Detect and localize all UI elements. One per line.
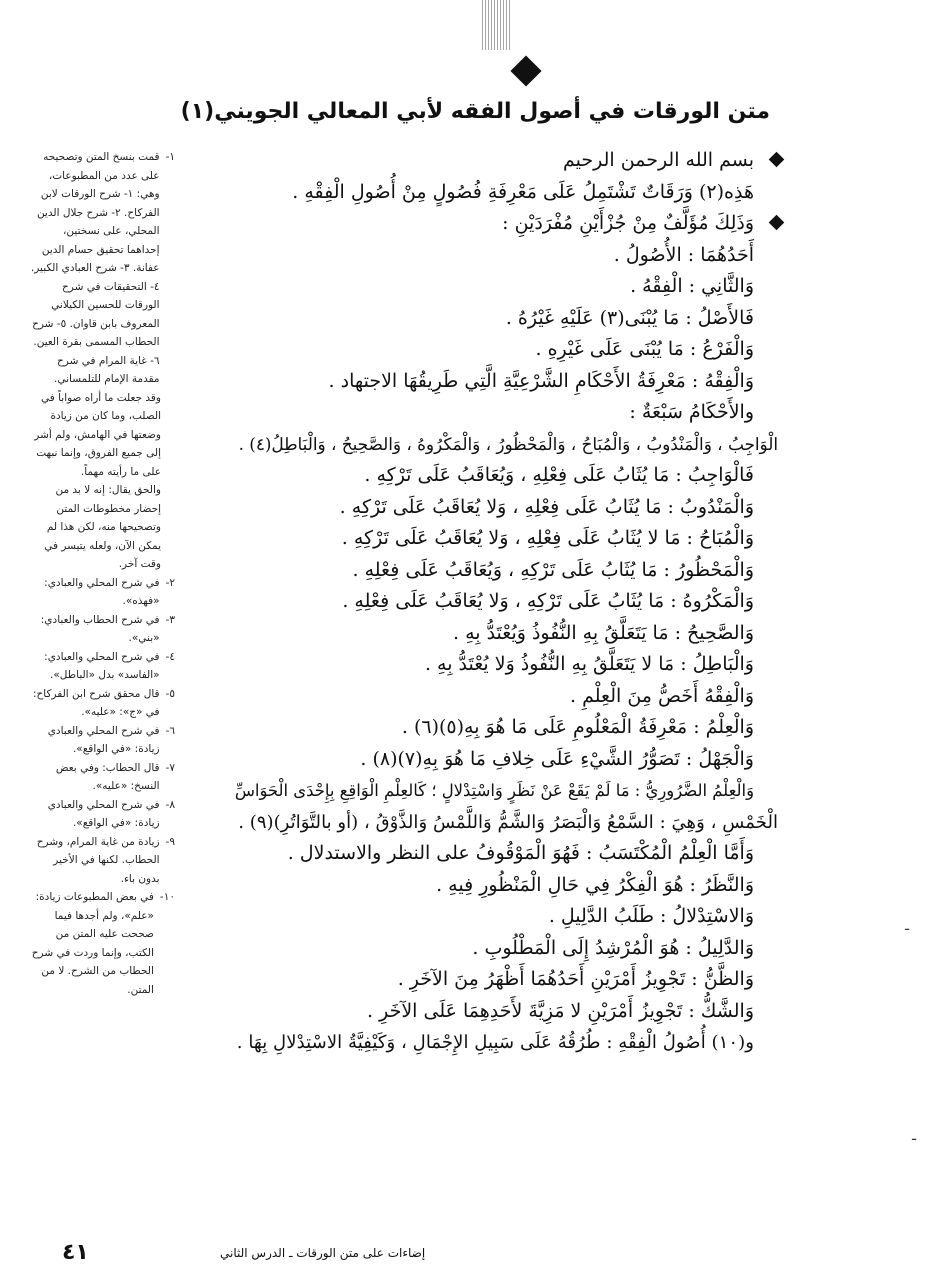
text-line: وَالصَّحِيحُ : مَا يَتَعَلَّقُ بِهِ النُّفُوذُ وَيُعْتَدُّ بِهِ . [452, 621, 754, 644]
footnote-text: زيادة من غاية المرام، وشرح الحطاب. لكنها في الأخير بدون باء. [36, 835, 160, 885]
footnote-text: في شرح المحلي والعبادي زيادة: «في الواقع». [47, 724, 160, 755]
footnote-number: ٣- [165, 613, 175, 626]
margin-mark: ـ [905, 918, 910, 934]
footnote [30, 759, 175, 796]
margin-mark: ـ [912, 1128, 917, 1144]
running-footer: إضاءات على متن الورقات ـ الدرس الثاني [220, 1246, 426, 1260]
footnote [30, 722, 175, 759]
footnote [30, 796, 175, 833]
footnote-text: في شرح المحلي والعبادي: «الفاسد» بدل «الباطل». [44, 650, 160, 681]
text-line: وَالْمَكْرُوهُ : مَا يُثَابُ عَلَى تَرْكِهِ ، وَلا يُعَاقَبُ عَلَى فِعْلِهِ . [342, 590, 754, 612]
text-line: وَذَلِكَ مُؤَلَّفٌ مِنْ جُزْأَيْنِ مُفْرَدَيْنِ : [238, 208, 778, 240]
text-line: الْخَمْسِ ، وَهِيَ : السَّمْعُ وَالْبَصَرُ وَالشَّمُّ وَاللَّمْسُ وَالذَّوْقُ ، (أو بالتَّوَاتُرِ)(٩) . [238, 811, 778, 833]
footnote [30, 574, 175, 611]
footnote-number: ٦- [165, 724, 175, 737]
footnote [30, 648, 175, 685]
footnote [30, 685, 175, 722]
text-line: وَالْبَاطِلُ : مَا لا يَتَعَلَّقُ بِهِ النُّفُوذُ وَلا يُعْتَدُّ بِهِ . [424, 653, 754, 675]
footnote [30, 611, 175, 648]
page-title: متن الورقات في أصول الفقه لأبي المعالي الجويني(١) [180, 99, 770, 124]
diamond-ornament [510, 55, 541, 86]
text-line: وَالْفَرْعُ : مَا يُبْنَى عَلَى غَيْرِهِ . [535, 338, 754, 360]
footnote-text: في شرح المحلي والعبادي زيادة: «في الواقع». [47, 798, 160, 829]
footnote [30, 888, 175, 999]
footnote-number: ٧- [165, 761, 175, 774]
footnote-text: قمت بنسخ المتن وتصحيحه على عدد من المطبوعات، وهي: ١- شرح الورقات لابن الفركاح. ٢- شرح جلال الدين المحلي، على نسختين، إحداهما تحقيق حسام الدين عفانة. ٣- شرح العبادي الكبير. ٤- التحقيقات في شرح الورقات للحسين الكيلاني المعروف بابن قاوان. ٥- شرح الحطاب المسمى بقرة العين. ٦- غاية المرام في شرح مقدمة الإمام للتلمساني. [30, 151, 160, 385]
footnote-text: في شرح المحلي والعبادي: «فهذه». [44, 576, 160, 607]
footnote [30, 148, 175, 389]
text-line: فَالْوَاجِبُ : مَا يُثَابُ عَلَى فِعْلِهِ ، وَيُعَاقَبُ عَلَى تَرْكِهِ . [364, 464, 754, 486]
footnote [30, 833, 175, 889]
footnote-number: ٤- [165, 650, 175, 663]
footnote [30, 481, 175, 574]
text-line: وَالْفِقْهُ أَخَصُّ مِنَ الْعِلْمِ . [570, 684, 754, 707]
text-line: و(١٠) أُصُولُ الْفِقْهِ : طُرُقُهُ عَلَى سَبِيلِ الإِجْمَالِ ، وَكَيْفِيَّةُ الاسْتِدْلالِ بِهَا . [236, 1032, 754, 1053]
main-text [234, 145, 778, 1059]
text-line: الْوَاجِبُ ، وَالْمَنْدُوبُ ، وَالْمُبَاحُ ، وَالْمَحْظُورُ ، وَالْمَكْرُوهُ ، وَالصَّحِيحُ ، وَالْبَاطِلُ(٤) . [238, 433, 778, 454]
binding-edge [482, 0, 512, 50]
text-line: وَالنَّظَرُ : هُوَ الْفِكْرُ فِي حَالِ الْمَنْظُورِ فِيهِ . [436, 873, 754, 896]
text-line: وَالْعِلْمُ : مَعْرِفَةُ الْمَعْلُومِ عَلَى مَا هُوَ بِهِ(٥)(٦) . [401, 716, 754, 738]
footnote-text: وقد جعلت ما أراه صواباً في الصلب، وما كان من زيادة وضعتها في الهامش، ولم أشر إلى جميع الفروق، وإنما نبهت على ما رأيته مهماً. [34, 391, 161, 478]
page-number: ٤١ [62, 1240, 89, 1265]
text-line: والأَحْكَامُ سَبْعَةٌ : [629, 401, 754, 423]
footnote-text: في بعض المطبوعات زيادة: «علم»، ولم أجدها فيما صححت عليه المتن من الكتب، وإنما وردت في شرح الحطاب من الشرح. لا من المتن. [31, 891, 154, 996]
text-line: أَحَدُهُمَا : الأُصُولُ . [613, 243, 754, 266]
footnote-number: ١- [165, 151, 175, 163]
footnote-text: قال الحطاب: وفي بعض النسخ: «عليه». [55, 761, 160, 792]
text-line: وَالْفِقْهُ : مَعْرِفَةُ الأَحْكَامِ الشَّرْعِيَّةِ الَّتِي طَرِيقُهَا الاجتهاد . [328, 369, 754, 392]
footnote-number: ٥- [165, 687, 175, 700]
text-line: وَالشَّكُّ : تَجْوِيزُ أَمْرَيْنِ لا مَزِيَّةَ لأَحَدِهِمَا عَلَى الآخَرِ . [367, 999, 754, 1022]
footnotes [30, 148, 175, 999]
text-line: وَالظَّنُّ : تَجْوِيزُ أَمْرَيْنِ أَحَدُهُمَا أَظْهَرُ مِنَ الآخَرِ . [397, 968, 754, 990]
text-line: وَالْمَنْدُوبُ : مَا يُثَابُ عَلَى فِعْلِهِ ، وَلا يُعَاقَبُ عَلَى تَرْكِهِ . [339, 495, 754, 518]
text-line: وَالدَّلِيلُ : هُوَ الْمُرْشِدُ إِلَى الْمَطْلُوبِ . [472, 936, 754, 959]
footnote-text: قال محقق شرح ابن الفركاح: في «ج»: «عليه». [32, 687, 160, 718]
footnote-number: ٨- [165, 798, 175, 811]
text-line: هَذِه(٢) وَرَقَاتٌ تَشْتَمِلُ عَلَى مَعْرِفَةِ فُصُولٍ مِنْ أُصُولِ الْفِقْهِ . [292, 180, 754, 203]
footnote-number: ٢- [165, 576, 175, 589]
text-line: وَأَمَّا الْعِلْمُ الْمُكْتَسَبُ : فَهُوَ الْمَوْقُوفُ على النظر والاستدلال . [287, 842, 754, 864]
text-line: فَالأَصْلُ : مَا يُبْنَى(٣) عَلَيْهِ غَيْرُهُ . [505, 306, 754, 329]
text-line: وَالْجَهْلُ : تَصَوُّرُ الشَّيْءِ عَلَى خِلافِ مَا هُوَ بِهِ(٧)(٨) . [360, 747, 754, 770]
footnote-text: والحق يقال: إنه لا بد من إحضار مخطوطات المتن وتصحيحها منه، لكن هذا لم يمكن الآن، ولعله يتيسر في وقت آخر. [44, 484, 161, 570]
text-line: وَالْمَحْظُورُ : مَا يُثَابُ عَلَى تَرْكِهِ ، وَيُعَاقَبُ عَلَى فِعْلِهِ . [352, 558, 754, 581]
footnote [30, 389, 175, 482]
text-line: وَالْعِلْمُ الضَّرُورِيُّ : مَا لَمْ يَقَعْ عَنْ نَظَرٍ وَاسْتِدْلالٍ ؛ كَالعِلْمِ الْوَاقِعِ بِإِحْدَى الْحَوَاسِّ [234, 781, 754, 800]
footnote-number: ٩- [165, 835, 175, 848]
text-line: بسم الله الرحمن الرحيم [238, 145, 778, 177]
footnote-text: في شرح الحطاب والعبادي: «بني». [40, 613, 160, 644]
text-line: وَالثَّانِي : الْفِقْهُ . [630, 275, 754, 297]
text-line: وَالاسْتِدْلالُ : طَلَبُ الدَّلِيلِ . [548, 905, 754, 927]
text-line: وَالْمُبَاحُ : مَا لا يُثَابُ عَلَى فِعْلِهِ ، وَلا يُعَاقَبُ عَلَى تَرْكِهِ . [341, 527, 754, 549]
footnote-number: ١٠- [159, 891, 175, 903]
